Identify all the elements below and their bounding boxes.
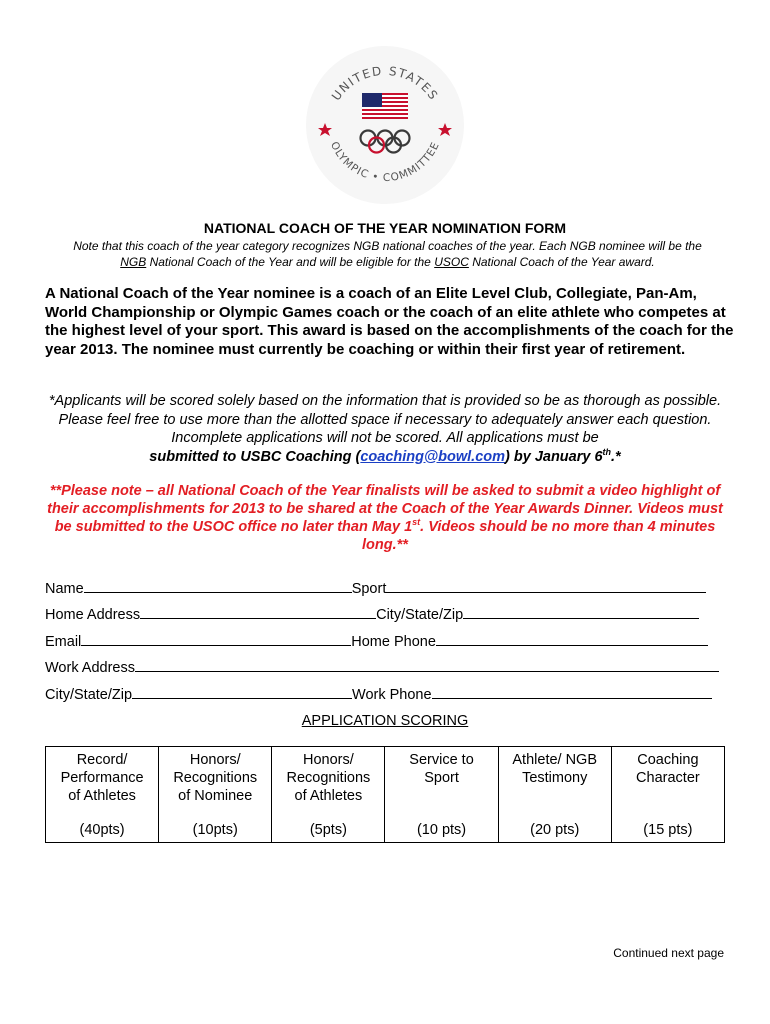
applicants-instructions (40, 392, 730, 466)
points-value: (15 pts) (643, 822, 693, 838)
scoring-cell: Service to Sport (10 pts) (385, 747, 498, 843)
form-title: NATIONAL COACH OF THE YEAR NOMINATION FORM (203, 220, 567, 236)
field-row-work-city (45, 676, 730, 703)
scoring-cell: Honors/ Recognitions of Nominee (10pts) (159, 747, 272, 843)
submission-line: submitted to USBC Coaching (coaching@bowl.com) by January 6th.* (149, 446, 621, 465)
logo-top-text: UNITED STATES (328, 63, 442, 104)
work-phone-field[interactable] (432, 697, 712, 699)
note-usoc: USOC (434, 255, 469, 269)
note-mid: National Coach of the Year and will be eligible for the (146, 255, 435, 269)
points-value: (10 pts) (416, 822, 467, 838)
email-label: Email (45, 633, 82, 650)
points-value: (20 pts) (530, 822, 580, 838)
city-state-zip-field[interactable] (463, 617, 699, 619)
field-row-email (45, 623, 730, 650)
usoc-logo (305, 45, 465, 205)
work-address-label: Work Address (45, 660, 135, 676)
points-value: (40pts) (79, 822, 125, 838)
contact-fields (45, 570, 730, 703)
applicants-text: *Applicants will be scored solely based on the information that is provided so be as thorough as possible. Please feel free to use more than the allotted space if necessary to adequately answer each question. Incomplete applications will not be scored. All applications must be (48, 393, 722, 446)
logo-bottom-text: OLYMPIC • COMMITTEE (327, 139, 443, 185)
email-field[interactable] (81, 644, 351, 646)
scoring-cell: Honors/ Recognitions of Athletes (5pts) (272, 747, 385, 843)
name-label: Name (45, 580, 84, 597)
category-note (45, 238, 730, 270)
continued-next-page: Continued next page (613, 946, 724, 960)
application-scoring-title: APPLICATION SCORING (301, 713, 469, 729)
scoring-cell: Record/ Performance of Athletes (40pts) (46, 747, 159, 843)
field-row-home-address (45, 597, 730, 624)
home-address-label: Home Address (45, 607, 141, 623)
scoring-cell: Coaching Character (15 pts) (611, 747, 724, 843)
us-flag-icon (362, 93, 408, 119)
field-row-name (45, 570, 730, 597)
nominee-description: A National Coach of the Year nominee is a coach of an Elite Level Club, Collegiate, Pan-Am, World Championship or Olympic Games coach or the coach of an elite athlete who competes at the highest level of your sport. This award is based on the accomplishments of the coach for the year 2013. The nominee must currently be coaching or within their first year of retirement. (45, 285, 734, 358)
home-phone-label: Home Phone (351, 633, 436, 650)
scoring-table (45, 746, 725, 843)
note-line-1: Note that this coach of the year category recognizes NGB national coaches of the year. Each NGB nominee will be the (73, 239, 702, 253)
city-state-zip-label: City/State/Zip (376, 607, 464, 623)
sport-field[interactable] (386, 591, 706, 593)
field-row-work-address (45, 650, 730, 677)
video-note: **Please note – all National Coach of the Year finalists will be asked to submit a video highlight of their accomplishments for 2013 to be shared at the Coach of the Year Awards Dinner. Videos must be submitted to the USOC office no later than May 1st. Videos should be no more than 4 minutes long.** (47, 483, 723, 553)
scoring-cell: Athlete/ NGB Testimony (20 pts) (498, 747, 611, 843)
points-value: (5pts) (309, 822, 347, 838)
work-address-field[interactable] (135, 670, 719, 672)
work-phone-label: Work Phone (352, 686, 432, 703)
note-end: National Coach of the Year award. (468, 255, 655, 269)
scoring-row (46, 747, 725, 843)
name-field[interactable] (84, 591, 352, 593)
sport-label: Sport (351, 580, 387, 597)
home-phone-field[interactable] (436, 644, 708, 646)
points-value: (10pts) (192, 822, 238, 838)
note-ngb: NGB (120, 255, 147, 269)
usoc-logo-graphic (305, 45, 465, 205)
home-address-field[interactable] (140, 617, 376, 619)
work-city-state-zip-field[interactable] (132, 697, 352, 699)
work-city-state-zip-label: City/State/Zip (45, 686, 133, 703)
email-link[interactable]: coaching@bowl.com (360, 448, 506, 465)
